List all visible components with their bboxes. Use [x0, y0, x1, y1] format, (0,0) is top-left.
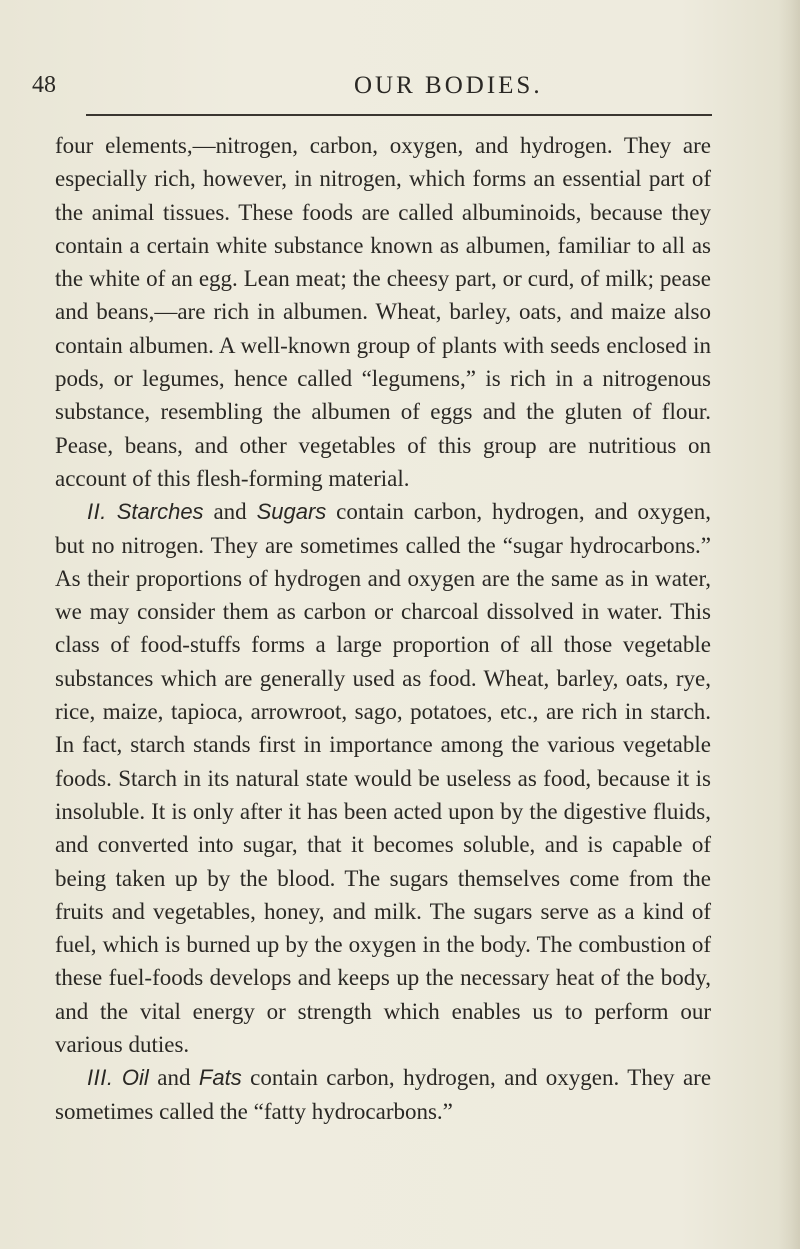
header-rule: [86, 114, 712, 116]
heading-connector: and: [213, 499, 247, 525]
section-heading-starches: Starches: [116, 499, 204, 525]
paragraph-text: four elements,—nitrogen, carbon, oxygen, and hydrogen. They are especially rich, however, in nitrogen, which forms an essential part of the animal tissues. These foods are called albuminoids, because they contain a certain white substance known as albumen, familiar to all as the white of an egg. Lean meat; the cheesy part, or curd, of milk; pease and beans,—are rich in albumen. Wheat, barley, oats, and maize also contain albumen. A well-known group of plants with seeds enclosed in pods, or legumes, hence called “legumens,” is rich in a nitrogenous substance, resembling the albumen of eggs and the gluten of flour. Pease, beans, and other vegetables of this group are nutritious on account of this flesh-forming material.: [55, 133, 711, 491]
page-number: 48: [32, 72, 56, 98]
section-numeral: II.: [87, 499, 107, 525]
page-header: [32, 60, 712, 100]
page-edge-shadow: [778, 0, 800, 1249]
paragraph-continuation: [55, 129, 711, 495]
paragraph-text: contain carbon, hydrogen, and oxygen, but no nitrogen. They are sometimes called the “sugar hydrocarbons.” As their proportions of hydrogen and oxygen are the same as in water, we may consider them as carbon or charcoal dissolved in water. This class of food-stuffs forms a large proportion of all those vegetable substances which are generally used as food. Wheat, barley, oats, rye, rice, maize, tapioca, arrowroot, sago, potatoes, etc., are rich in starch. In fact, starch stands first in importance among the various vegetable foods. Starch in its natural state would be useless as food, because it is insoluble. It is only after it has been acted upon by the digestive fluids, and converted into sugar, that it becomes soluble, and is capable of being taken up by the blood. The sugars themselves come from the fruits and vegetables, honey, and milk. The sugars serve as a kind of fuel, which is burned up by the oxygen in the body. The combustion of these fuel-foods develops and keeps up the necessary heat of the body, and the vital energy or strength which enables us to perform our various duties.: [55, 499, 712, 1058]
section-heading-fats: Fats: [198, 1065, 242, 1091]
body-text: [55, 129, 711, 1128]
paragraph-oil-fats: [55, 1061, 711, 1128]
section-heading-sugars: Sugars: [256, 499, 327, 525]
paragraph-starches-sugars: [55, 495, 711, 1061]
heading-connector: and: [157, 1065, 191, 1091]
running-head: OUR BODIES.: [354, 72, 543, 99]
paragraph-text: contain carbon, hydrogen, and oxygen. They are sometimes called the “fatty hydrocarbons.”: [55, 1065, 712, 1124]
section-numeral: III.: [87, 1065, 114, 1091]
section-heading-oil: Oil: [121, 1065, 149, 1091]
